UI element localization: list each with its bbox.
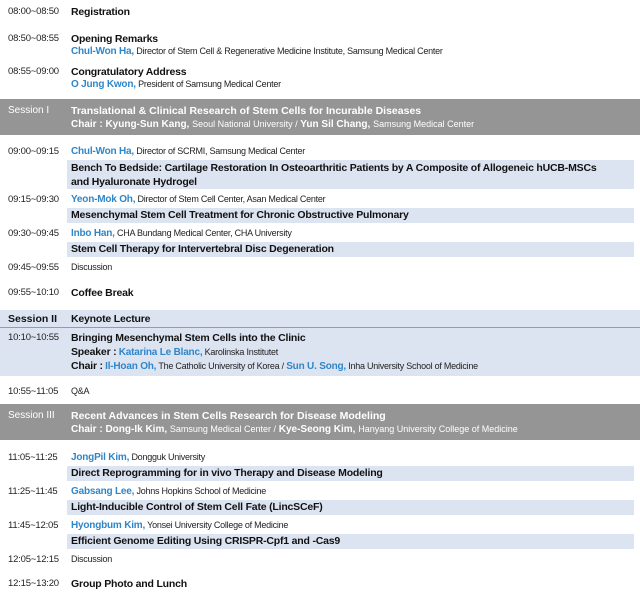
chair-affiliation: Samsung Medical Center <box>373 119 475 129</box>
speaker-prefix: Speaker : <box>71 346 117 358</box>
speaker-name: Chul-Won Ha, <box>71 46 134 57</box>
speaker-line <box>71 228 634 239</box>
item-title: Registration <box>71 6 130 18</box>
speaker-affiliation: Karolinska Institutet <box>204 347 278 357</box>
item-title: Opening Remarks <box>71 33 158 45</box>
session-2-block <box>0 310 640 376</box>
session-title: Recent Advances in Stem Cells Research for Disease Modeling <box>71 410 386 422</box>
speaker-name: JongPil Kim, <box>71 452 130 463</box>
time-label: 09:45~09:55 <box>8 262 59 273</box>
speaker-affiliation: Dongguk University <box>131 452 205 462</box>
speaker-affiliation: Yonsei University College of Medicine <box>147 520 289 530</box>
speaker-affiliation: Director of SCRMI, Samsung Medical Center <box>136 146 306 156</box>
talk-title-bar <box>67 160 634 189</box>
item-title: Discussion <box>71 554 113 564</box>
talk-title: Light-Inducible Control of Stem Cell Fate (LincSCeF) <box>71 501 323 513</box>
speaker-name: Yeon-Mok Oh, <box>71 194 136 205</box>
item-title: Congratulatory Address <box>71 66 187 78</box>
item-title: Discussion <box>71 262 113 272</box>
time-label: 11:45~12:05 <box>8 520 59 531</box>
keynote-title: Bringing Mesenchymal Stem Cells into the Clinic <box>71 332 306 344</box>
speaker-line <box>71 520 634 531</box>
session-label: Session I <box>8 105 50 116</box>
talk-title-bar <box>67 466 634 481</box>
talk-title: Efficient Genome Editing Using CRISPR-Cpf1 and -Cas9 <box>71 535 341 547</box>
talk-title-continued: and Hyaluronate Hydrogel <box>71 176 197 188</box>
session-title: Translational & Clinical Research of Stem Cells for Incurable Diseases <box>71 105 422 117</box>
speaker-affiliation: CHA Bundang Medical Center, CHA University <box>117 228 292 238</box>
speaker-name: Hyongbum Kim, <box>71 520 146 531</box>
session-label: Session III <box>8 410 55 421</box>
speaker-affiliation: Director of Stem Cell & Regenerative Medicine Institute, Samsung Medical Center <box>136 46 443 56</box>
speaker-line <box>71 452 634 463</box>
time-label: 09:55~10:10 <box>8 287 59 298</box>
chair-name: Sun U. Song, <box>286 361 347 372</box>
time-label: 08:00~08:50 <box>8 6 59 17</box>
talk-title-bar <box>67 242 634 257</box>
chair-affiliation: Inha University School of Medicine <box>348 361 478 371</box>
item-title: Q&A <box>71 386 90 396</box>
session-1-header <box>0 99 640 135</box>
chair-name: Kye-Seong Kim, <box>278 424 356 435</box>
time-label: 09:30~09:45 <box>8 228 59 239</box>
speaker-name: Chul-Won Ha, <box>71 146 134 157</box>
time-label: 11:25~11:45 <box>8 486 58 497</box>
session-label: Session II <box>8 313 58 325</box>
speaker-line <box>71 79 634 90</box>
speaker-line <box>71 46 634 57</box>
speaker-line <box>71 194 634 205</box>
talk-title-bar <box>67 208 634 223</box>
session-3-header <box>0 404 640 440</box>
chair-affiliation: Samsung Medical Center / <box>169 424 276 434</box>
time-label: 12:05~12:15 <box>8 554 59 565</box>
speaker-affiliation: Johns Hopkins School of Medicine <box>136 486 267 496</box>
speaker-name: Inbo Han, <box>71 228 115 239</box>
chair-affiliation: The Catholic University of Korea / <box>158 361 284 371</box>
keynote-speaker-line <box>71 346 278 358</box>
session-chairs <box>71 119 474 130</box>
time-label: 10:10~10:55 <box>8 332 59 343</box>
chair-prefix: Chair : <box>71 360 103 372</box>
chair-prefix: Chair : <box>71 424 103 435</box>
chair-affiliation: Seoul National University / <box>192 119 298 129</box>
speaker-affiliation: Director of Stem Cell Center, Asan Medical Center <box>137 194 326 204</box>
time-label: 10:55~11:05 <box>8 386 59 397</box>
speaker-line <box>71 146 634 157</box>
time-label: 08:55~09:00 <box>8 66 59 77</box>
item-title: Coffee Break <box>71 287 134 299</box>
talk-title: Stem Cell Therapy for Intervertebral Disc Degeneration <box>71 243 334 255</box>
divider <box>0 327 640 328</box>
chair-affiliation: Hanyang University College of Medicine <box>358 424 518 434</box>
time-label: 08:50~08:55 <box>8 33 59 44</box>
keynote-chair-line <box>71 360 478 372</box>
session-title: Keynote Lecture <box>71 313 151 325</box>
talk-title: Bench To Bedside: Cartilage Restoration In Osteoarthritic Patients by A Composite of Allogeneic hUCB-MSCs <box>71 162 597 174</box>
time-label: 12:15~13:20 <box>8 578 59 589</box>
time-label: 09:00~09:15 <box>8 146 59 157</box>
item-title: Group Photo and Lunch <box>71 578 187 590</box>
talk-title: Direct Reprogramming for in vivo Therapy and Disease Modeling <box>71 467 383 479</box>
chair-name: Il-Hoan Oh, <box>105 361 157 372</box>
speaker-name: Gabsang Lee, <box>71 486 135 497</box>
speaker-name: Katarina Le Blanc, <box>118 347 203 358</box>
speaker-affiliation: President of Samsung Medical Center <box>138 79 281 89</box>
talk-title: Mesenchymal Stem Cell Treatment for Chronic Obstructive Pulmonary <box>71 209 409 221</box>
chair-name: Dong-Ik Kim, <box>105 424 168 435</box>
talk-title-bar <box>67 534 634 549</box>
speaker-name: O Jung Kwon, <box>71 79 136 90</box>
chair-name: Kyung-Sun Kang, <box>105 119 190 130</box>
time-label: 09:15~09:30 <box>8 194 59 205</box>
talk-title-bar <box>67 500 634 515</box>
speaker-line <box>71 486 634 497</box>
time-label: 11:05~11:25 <box>8 452 58 463</box>
session-chairs <box>71 424 518 435</box>
chair-prefix: Chair : <box>71 119 103 130</box>
chair-name: Yun Sil Chang, <box>300 119 371 130</box>
